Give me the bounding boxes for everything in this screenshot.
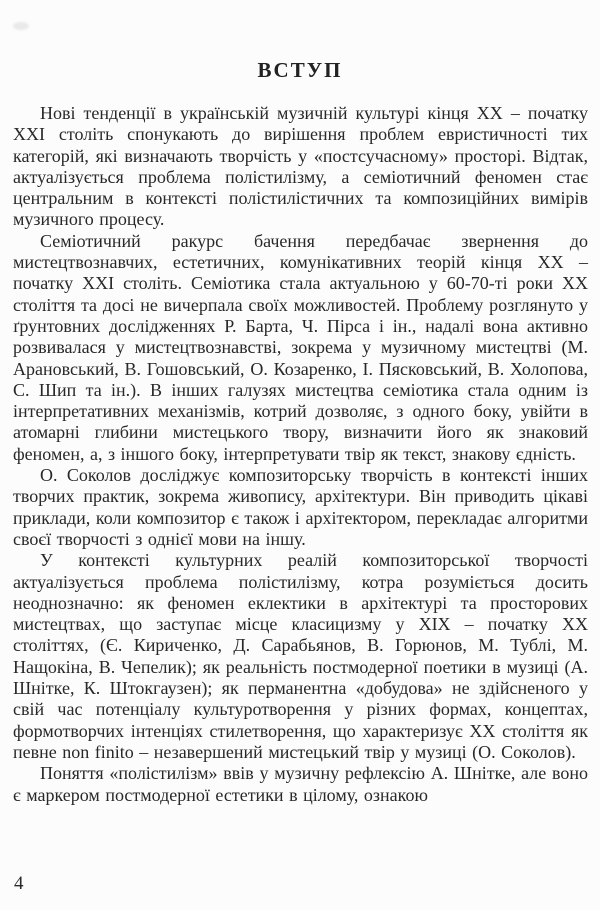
page-title: ВСТУП	[257, 58, 343, 82]
paragraph: Нові тенденції в українській музичній культурі кінця XX – початку XXI століть спонукають до вирішення проблем евристичності тих категорій, які визначають творчість у «постсучасному» просторі. Відтак, актуалізується проблема полістилізму, а семіотичний феномен стає центральним в контексті полістилістичних та композиційних вимірів музичного процесу.	[13, 103, 588, 230]
page-number: 4	[14, 873, 24, 894]
scan-artifact	[13, 22, 29, 30]
paragraph: О. Соколов досліджує композиторську творчість в контексті інших творчих практик, зокрема живопису, архітектури. Він приводить цікаві приклади, коли композитор є також і архітектором, перекладає алгоритми своєї творчості з однієї мови на іншу.	[13, 465, 588, 549]
paragraph: Поняття «полістилізм» ввів у музичну рефлексію А. Шнітке, але воно є маркером постмодерної естетики в цілому, ознакою	[13, 763, 588, 805]
paragraph: Семіотичний ракурс бачення передбачає звернення до мистецтвознавчих, естетичних, комунікативних теорій кінця XX – початку XXI століть. Семіотика стала актуальною у 60-70-ті роки XX століття та досі не вичерпала своїх можливостей. Проблему розглянуто у ґрунтовних дослідженнях Р. Барта, Ч. Пірса і ін., надалі вона активно розвивалася у мистецтвознавстві, зокрема у музичному мистецтві (М. Арановський, В. Гошовський, О. Козаренко, І. Пясковський, В. Холопова, С. Шип та ін.). В інших галузях мистецтва семіотика стала одним із інтерпретативних механізмів, котрий дозволяє, з одного боку, увійти в атомарні глибини мистецького твору, визначити його як знаковий феномен, а, з іншого боку, інтерпретувати твір як текст, знакову єдність.	[13, 230, 588, 464]
body-text	[0, 103, 600, 806]
paragraph: У контексті культурних реалій композиторської творчості актуалізується проблема полістилізму, котра розуміється досить неоднозначно: як феномен еклектики в архітектурі та просторових мистецтвах, що заступає місце класицизму у XIX – початку XX століттях, (Є. Кириченко, Д. Сарабьянов, В. Горюнов, М. Тублі, М. Нащокіна, В. Чепелик); як реальність постмодерної поетики в музиці (А. Шнітке, К. Штокгаузен); як перманентна «добудова» не здійсненого у свій час потенціалу культуротворення у різних формах, концептах, формотворчих інтенціях стилетворення, що характеризує XX століття як певне non finito – незавершений мистецький твір у музиці (О. Соколов).	[13, 550, 588, 762]
